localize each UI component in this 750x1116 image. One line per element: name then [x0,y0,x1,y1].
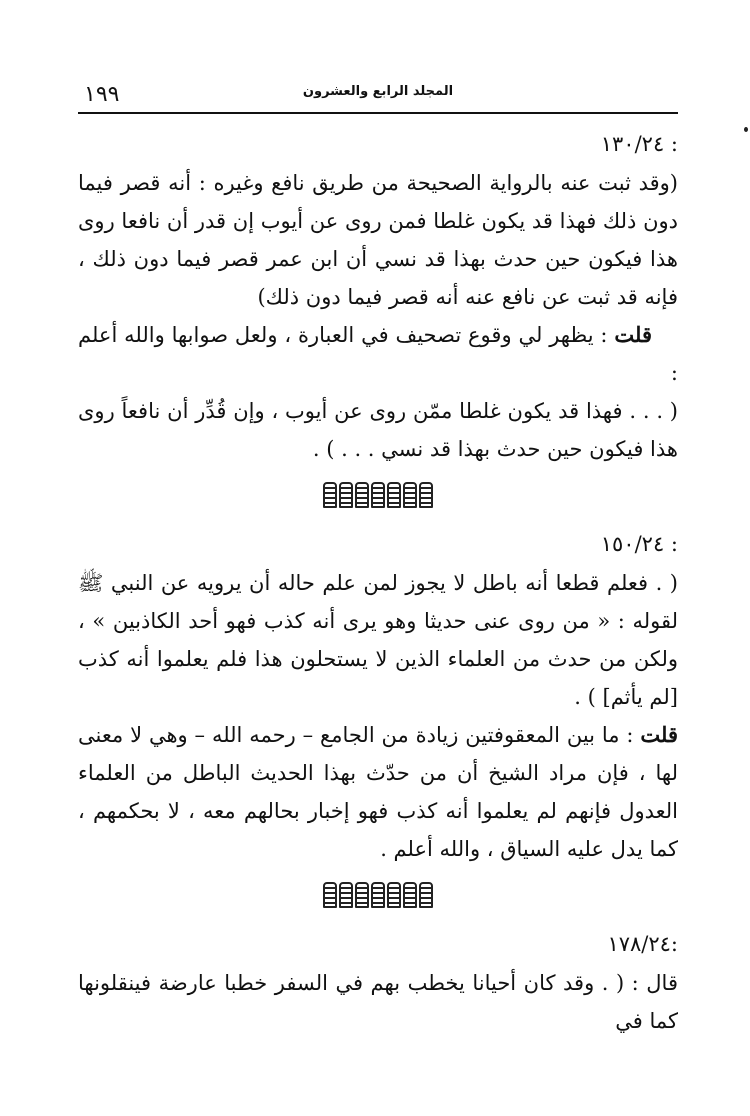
page-body [78,124,678,1040]
section-separator-ornament [78,868,678,924]
quoted-passage: قال : ( . وقد كان أحيانا يخطب بهم في السفر خطبا عارضة فينقلونها كما في [78,971,678,1033]
quoted-passage: ( . فعلم قطعا أنه باطل لا يجوز لمن علم حاله أن يرويه عن النبي ﷺ لقوله : « من روى عنى حديثا وهو يرى أنه كذب فهو أحد الكاذبين » ، ولكن من حدث من العلماء الذين لا يستحلون هذا فلم يعلموا أنه كذب [لم يأثم] ) . [78,571,678,709]
comment-paragraph [78,716,678,868]
comment-lead: قلت [640,722,678,747]
volume-page-reference: : ١٥٠/٢٤ [600,532,678,556]
comment-text: : يظهر لي وقوع تصحيف في العبارة ، ولعل صوابها والله أعلم : [78,323,678,385]
margin-mark [744,127,748,132]
corrected-passage: ( . . . فهذا قد يكون غلطا ممّن روى عن أيوب ، وإن قُدِّر أن نافعاً روى هذا فيكون حين حدث بهذا قد نسي . . . ) . [78,399,678,461]
comment-paragraph [78,316,678,392]
comment-text: : ما بين المعقوفتين زيادة من الجامع – رحمه الله – وهي لا معنى لها ، فإن مراد الشيخ أن من حدّث بهذا الحديث الباطل من العلماء العدول فإنهم لم يعلموا أنه كذب فهو إخبار بحالهم معه ، لا بحكمهم ، كما يدل عليه السياق ، والله أعلم . [78,723,678,861]
quoted-passage: (وقد ثبت عنه بالرواية الصحيحة من طريق نافع وغيره : أنه قصر فيما دون ذلك فهذا قد يكون غلطا فمن روى عن أيوب إن قدر أن نافعا روى هذا فيكون حين حدث بهذا قد نسي أن ابن عمر قصر فيما دون ذلك ، فإنه قد ثبت عن نافع عنه أنه قصر فيما دون ذلك) [78,171,678,309]
running-title: المجلد الرابع والعشرون [302,84,454,99]
page-header [78,82,678,108]
header-divider [78,112,678,114]
comment-lead: قلت [614,322,652,347]
volume-page-reference: :١٧٨/٢٤ [607,932,678,956]
volume-page-reference: : ١٣٠/٢٤ [600,132,678,156]
section-separator-ornament [78,468,678,524]
page-number: ١٩٩ [84,82,120,107]
